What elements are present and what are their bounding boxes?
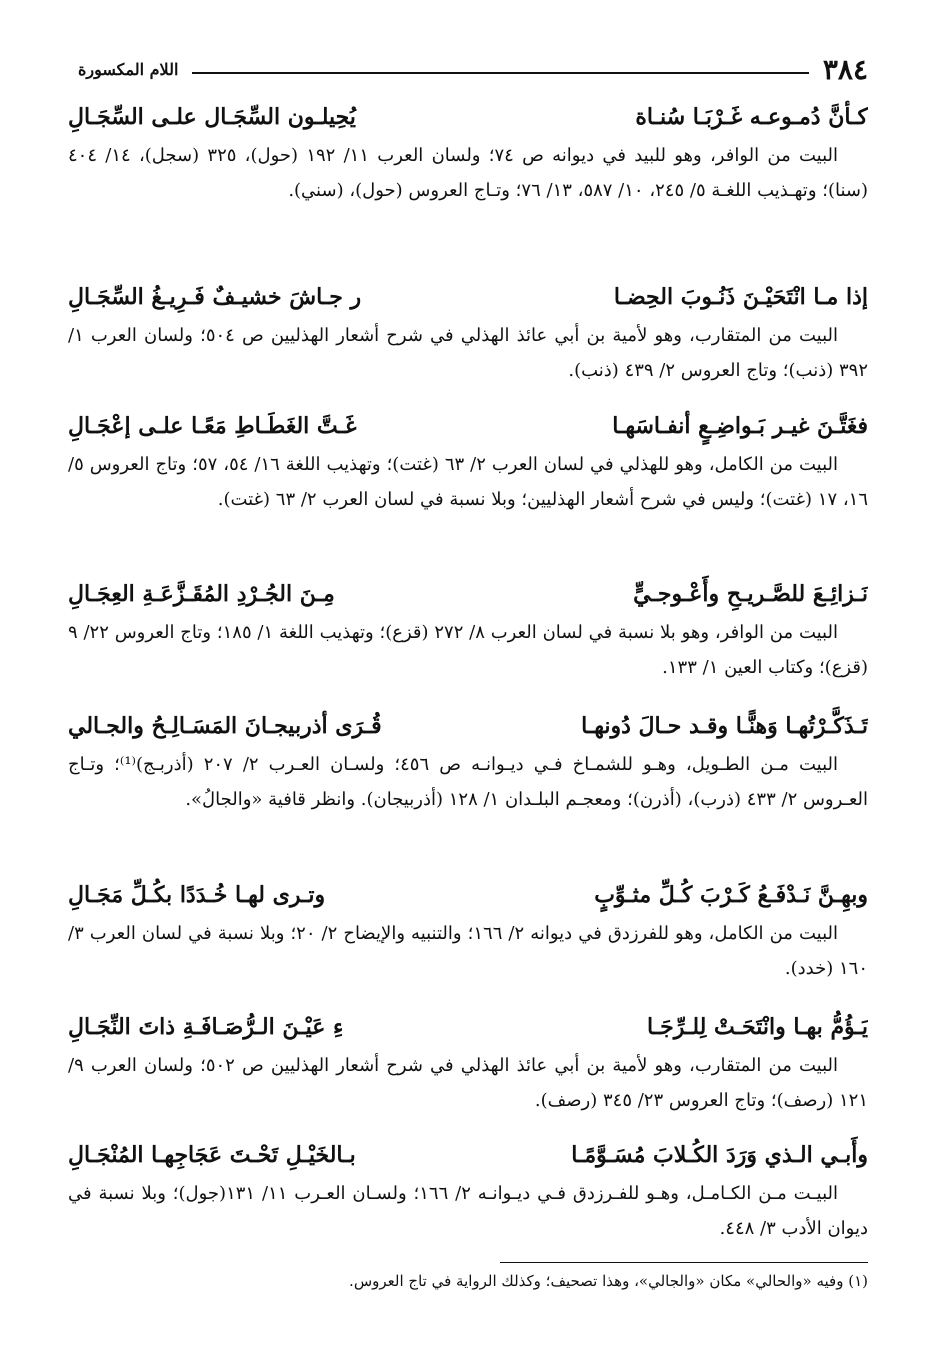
verse-commentary: البيت من الكامل، وهو للفرزدق في ديوانه ٢/ ١٦٦؛ والتنبيه والإيضاح ٢/ ٢٠؛ وبلا نسبة في لسان العرب ٣/ ١٦٠ (خدد). <box>68 923 868 979</box>
first-hemistich: تَـذَكَّـرْتُهـا وَهنًّـا وقـد حـالَ دُونهـا <box>581 713 868 739</box>
verse-line <box>68 276 868 318</box>
verse-entry-7 <box>68 1006 868 1118</box>
second-hemistich: ر جـاشَ خشيـفٌ فَـرِيـغُ السِّجَـالِ <box>68 284 362 310</box>
first-hemistich: نَـزائِـعَ للصَّـريـحِ وأَعْـوجـيٍّ <box>633 581 868 607</box>
page-number: ٣٨٤ <box>822 52 868 86</box>
first-hemistich: إذا مـا انْتَحَيْـنَ ذَنُـوبَ الحِضـا <box>613 284 868 310</box>
verse-commentary: البيت من المتقارب، وهو لأمية بن أبي عائذ الهذلي في شرح أشعار الهذليين ص ٥٠٢؛ ولسان العرب ٩/ ١٢١ (رصف)؛ وتاج العروس ٢٣/ ٣٤٥ (رصف). <box>68 1055 868 1111</box>
verse-entry-6 <box>68 874 868 986</box>
verse-line <box>68 1134 868 1176</box>
footnote: (١) وفيه «والحالي» مكان «والجالي»، وهذا تصحيف؛ وكذلك الرواية في تاج العروس. <box>349 1272 868 1290</box>
second-hemistich: يُحِيلـون السِّجَـال علـى السِّجَـالِ <box>68 104 356 130</box>
verse-commentary: البيت من المتقارب، وهو لأمية بن أبي عائذ الهذلي في شرح أشعار الهذليين ص ٥٠٤؛ ولسان العرب ١/ ٣٩٢ (ذنب)؛ وتاج العروس ٢/ ٤٣٩ (ذنب). <box>68 325 868 381</box>
second-hemistich: وتـرى لهـا خُـدَدًا بكُـلِّ مَجَـالِ <box>68 882 326 908</box>
verse-line <box>68 573 868 615</box>
verse-entry-3 <box>68 405 868 517</box>
second-hemistich: مِـنَ الجُـرْدِ المُقَـزَّعَـةِ العِجَـالِ <box>68 581 335 607</box>
verse-commentary: البيت من الكامل، وهو للهذلي في لسان العرب ٢/ ٦٣ (غتت)؛ وتهذيب اللغة ١٦/ ٥٤، ٥٧؛ وتاج العروس ٥/ ١٦، ١٧ (غتت)؛ وليس في شرح أشعار الهذليين؛ وبلا نسبة في لسان العرب ٢/ ٦٣ (غتت). <box>68 454 868 510</box>
verse-line <box>68 705 868 747</box>
first-hemistich: وبهِـنَّ نَـدْفَـعُ كَـرْبَ كُـلِّ مثـوِّبٍ <box>594 882 868 908</box>
verse-line <box>68 405 868 447</box>
second-hemistich: ءِ عَيْـنَ الـرُّصَـافَـةِ ذاتَ النِّجَـالِ <box>68 1014 344 1040</box>
verse-line <box>68 874 868 916</box>
verse-line <box>68 1006 868 1048</box>
verse-commentary: البيت من الوافر، وهو بلا نسبة في لسان العرب ٨/ ٢٧٢ (قزع)؛ وتهذيب اللغة ١/ ١٨٥؛ وتاج العروس ٢٢/ ٩ (قزع)؛ وكتاب العين ١/ ١٣٣. <box>68 622 868 678</box>
verse-line <box>68 96 868 138</box>
header-rule <box>192 72 808 74</box>
verse-commentary: البيت من الوافر، وهو للبيد في ديوانه ص ٧٤؛ ولسان العرب ١١/ ١٩٢ (حول)، ٣٢٥ (سجل)، ١٤/ ٤٠٤ (سنا)؛ وتهـذيب اللغـة ٥/ ٢٤٥، ١٠/ ٥٨٧، ١٣/ ٧٦؛ وتـاج العروس (حول)، (سني). <box>68 145 868 201</box>
footnote-rule <box>500 1262 868 1263</box>
first-hemistich: فغَتَّـنَ غيـر بَـواضِـعٍ أنفـاسَهـا <box>612 413 868 439</box>
second-hemistich: غَـتَّ الغَطَـاطِ مَعًـا علـى إعْجَـالِ <box>68 413 357 439</box>
first-hemistich: وأَبـي الـذي وَرَدَ الكُـلابَ مُسَـوَّمًـا <box>571 1142 868 1168</box>
running-head <box>78 52 868 86</box>
verse-entry-2 <box>68 276 868 388</box>
second-hemistich: قُـرَى أذربيجـانَ المَسَـالِـحُ والجـالي <box>68 713 382 739</box>
verse-entry-5 <box>68 705 868 817</box>
first-hemistich: كـأنَّ دُمـوعـه غَـرْبَـا سُنـاة <box>635 104 868 130</box>
verse-commentary: البيـت مـن الكـامـل، وهـو للفـرزدق فـي ديـوانـه ٢/ ١٦٦؛ ولسـان العـرب ١١/ ١٣١(جول)؛ وبلا نسبة في ديوان الأدب ٣/ ٤٤٨. <box>68 1183 868 1239</box>
verse-entry-1 <box>68 96 868 208</box>
first-hemistich: يَـؤُمُّ بهـا وانْتَحَـتْ لِلـرِّجَـا <box>646 1014 868 1040</box>
verse-commentary: البيت مـن الطـويل، وهـو للشمـاخ فـي ديـوانـه ص ٤٥٦؛ ولسـان العـرب ٢/ ٢٠٧ (أذربـج)⁽¹⁾؛ وتـاج العـروس ٢/ ٤٣٣ (ذرب)، (أذرن)؛ ومعجـم البلـدان ١/ ١٢٨ (أذربيجان). وانظر قافية «والجالُ». <box>68 754 868 810</box>
second-hemistich: بـالخَيْـلِ تَحْـتَ عَجَاجِهـا المُنْجَـالِ <box>68 1142 356 1168</box>
verse-entry-8 <box>68 1134 868 1246</box>
chapter-title: اللام المكسورة <box>78 59 179 79</box>
verse-entry-4 <box>68 573 868 685</box>
